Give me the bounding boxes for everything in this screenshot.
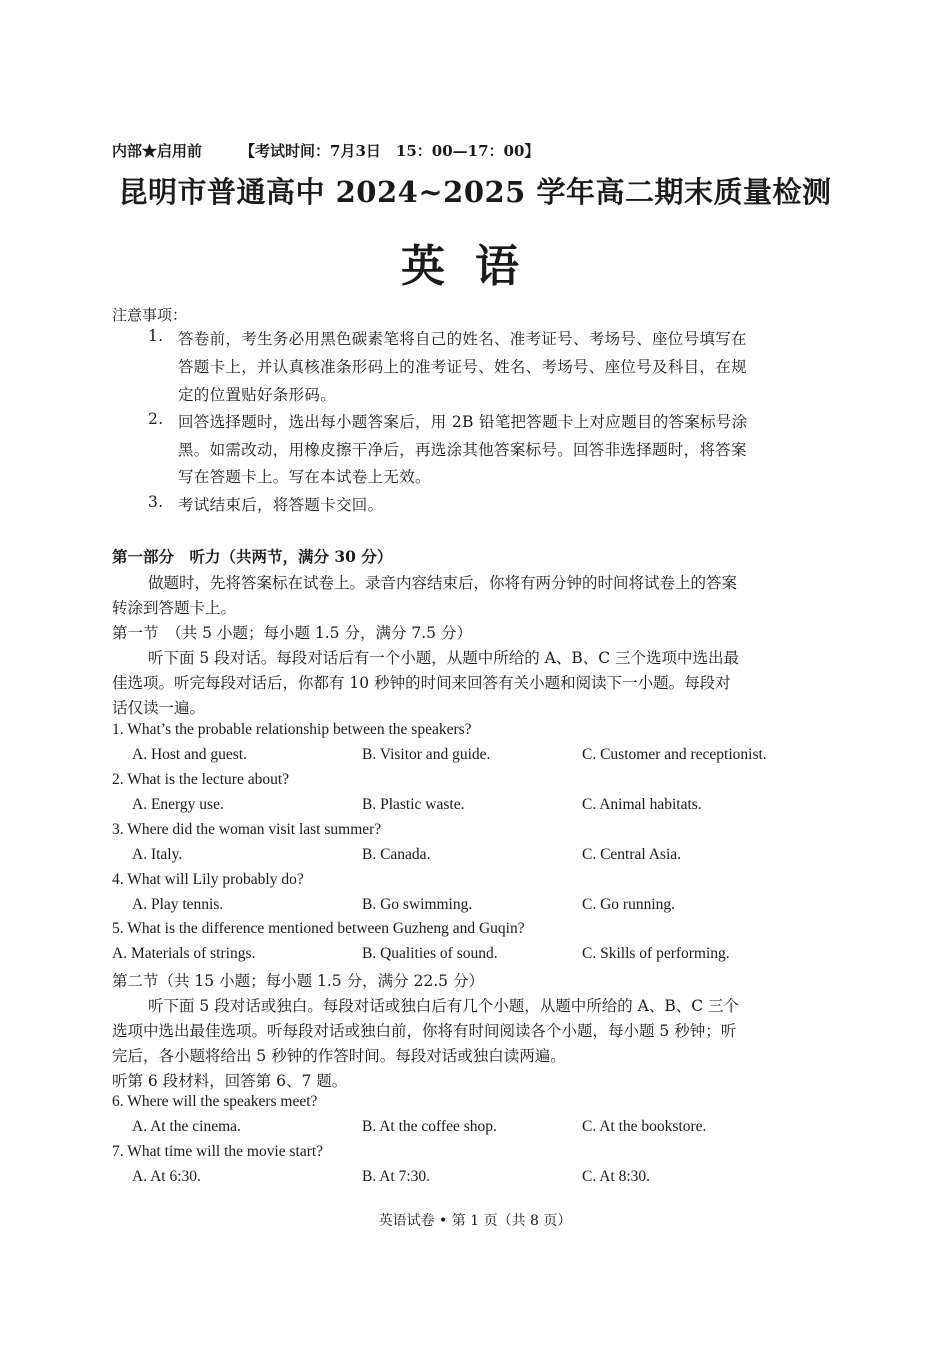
exam-time: 【考试时间：7月3日 15：00—17：00】 <box>240 142 540 160</box>
option-c: C. Customer and receptionist. <box>582 746 767 763</box>
part1-heading: 第一部分 听力（共两节，满分 30 分） <box>112 547 393 566</box>
material-instruction: 听第 6 段材料，回答第 6、7 题。 <box>112 1072 348 1090</box>
question-stem: 4. What will Lily probably do? <box>112 871 304 888</box>
option-b: B. At the coffee shop. <box>362 1118 497 1135</box>
note-line: 黑。如需改动，用橡皮擦干净后，再选涂其他答案标号。回答非选择题时，将答案 <box>178 441 747 459</box>
option-a: A. Materials of strings. <box>112 945 256 962</box>
option-b: B. Canada. <box>362 846 431 863</box>
option-a: A. Energy use. <box>132 796 224 813</box>
section2-intro-line: 完后，各小题将给出 5 秒钟的作答时间。每段对话或独白读两遍。 <box>112 1047 566 1065</box>
note-line: 考试结束后，将答题卡交回。 <box>178 496 384 514</box>
option-c: C. At 8:30. <box>582 1168 651 1185</box>
note-line: 定的位置贴好条形码。 <box>178 386 337 404</box>
question-stem: 3. Where did the woman visit last summer? <box>112 821 382 838</box>
option-b: B. Qualities of sound. <box>362 945 498 962</box>
section2-heading: 第二节（共 15 小题；每小题 1.5 分，满分 22.5 分） <box>112 972 484 990</box>
section2-intro-line: 听下面 5 段对话或独白。每段对话或独白后有几个小题，从题中所给的 A、B、C 三个 <box>148 997 740 1015</box>
option-b: B. At 7:30. <box>362 1168 431 1185</box>
option-c: C. At the bookstore. <box>582 1118 707 1135</box>
confidential-label: 内部★启用前 <box>112 142 203 160</box>
notes-heading: 注意事项： <box>112 306 188 324</box>
note-number: 2. <box>148 410 164 428</box>
option-c: C. Skills of performing. <box>582 945 730 962</box>
note-line: 答题卡上，并认真核准条形码上的准考证号、姓名、考场号、座位号及科目，在规 <box>178 358 747 376</box>
section2-intro-line: 选项中选出最佳选项。听每段对话或独白前，你将有时间阅读各个小题，每小题 5 秒钟；听 <box>112 1022 737 1040</box>
note-line: 答卷前，考生务必用黑色碳素笔将自己的姓名、准考证号、考场号、座位号填写在 <box>178 330 747 348</box>
page-footer: 英语试卷 • 第 1 页（共 8 页） <box>378 1213 572 1229</box>
question-stem: 1. What’s the probable relationship between the speakers? <box>112 721 472 738</box>
option-b: B. Go swimming. <box>362 896 473 913</box>
option-a: A. Host and guest. <box>132 746 247 763</box>
option-a: A. Italy. <box>132 846 183 863</box>
option-a: A. At 6:30. <box>132 1168 201 1185</box>
note-number: 3. <box>148 493 164 511</box>
part1-intro-line: 做题时，先将答案标在试卷上。录音内容结束后，你将有两分钟的时间将试卷上的答案 <box>148 574 738 592</box>
option-c: C. Animal habitats. <box>582 796 702 813</box>
option-c: C. Go running. <box>582 896 675 913</box>
option-a: A. At the cinema. <box>132 1118 241 1135</box>
section1-heading: 第一节 （共 5 小题；每小题 1.5 分，满分 7.5 分） <box>112 624 472 642</box>
note-number: 1. <box>148 327 164 345</box>
section1-intro-line: 话仅读一遍。 <box>112 699 206 717</box>
exam-title: 昆明市普通高中 2024~2025 学年高二期末质量检测 <box>118 175 832 209</box>
section1-intro-line: 听下面 5 段对话。每段对话后有一个小题，从题中所给的 A、B、C 三个选项中选出最 <box>148 649 740 667</box>
option-a: A. Play tennis. <box>132 896 224 913</box>
exam-header-line <box>112 140 539 161</box>
question-stem: 2. What is the lecture about? <box>112 771 290 788</box>
subject-title: 英语 <box>401 241 549 292</box>
question-stem: 5. What is the difference mentioned between Guzheng and Guqin? <box>112 920 525 937</box>
option-b: B. Plastic waste. <box>362 796 465 813</box>
note-line: 写在答题卡上。写在本试卷上无效。 <box>178 468 431 486</box>
option-c: C. Central Asia. <box>582 846 682 863</box>
note-line: 回答选择题时，选出每小题答案后，用 2B 铅笔把答题卡上对应题目的答案标号涂 <box>178 413 748 431</box>
question-stem: 7. What time will the movie start? <box>112 1143 324 1160</box>
option-b: B. Visitor and guide. <box>362 746 491 763</box>
section1-intro-line: 佳选项。听完每段对话后，你都有 10 秒钟的时间来回答有关小题和阅读下一小题。每段对 <box>112 674 731 692</box>
question-stem: 6. Where will the speakers meet? <box>112 1093 318 1110</box>
part1-intro-line: 转涂到答题卡上。 <box>112 599 237 617</box>
